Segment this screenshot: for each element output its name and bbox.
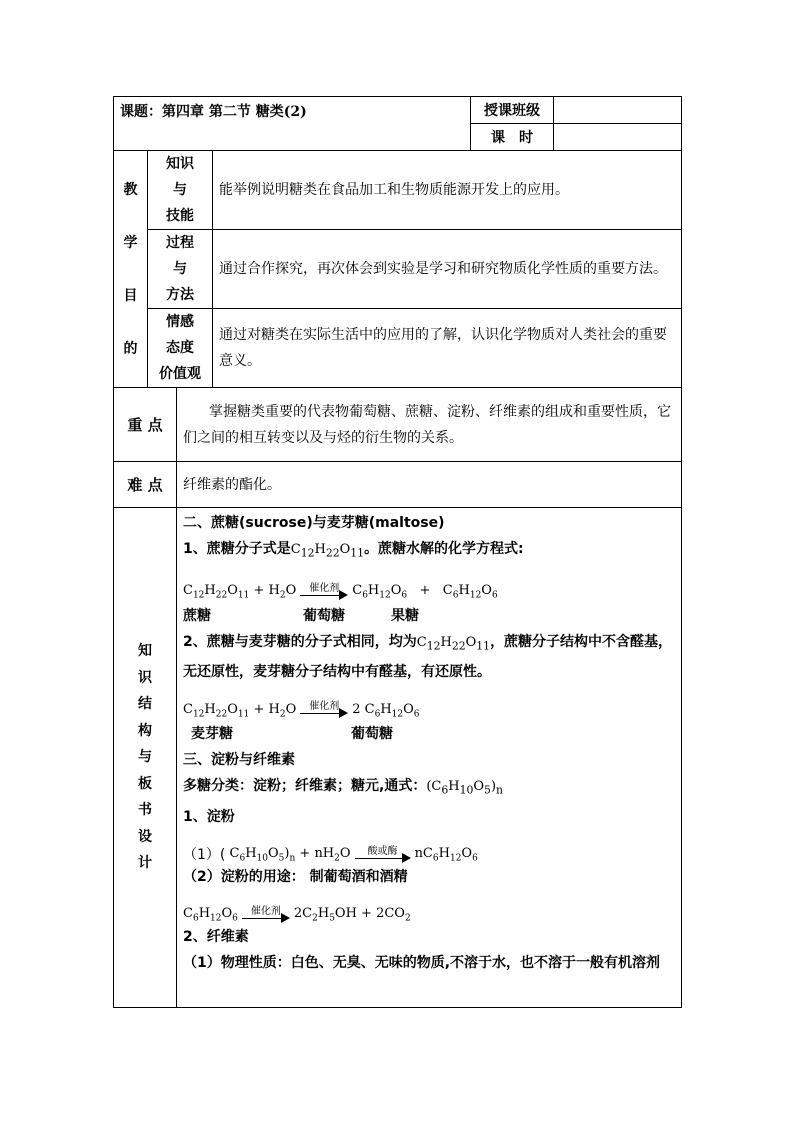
section-heading-sucrose: 二、蔗糖(sucrose)与麦芽糖(maltose) [183, 515, 445, 531]
knowledge-content [177, 508, 682, 1008]
cellulose-title: 2、纤维素 [183, 928, 249, 945]
sucrose-formula-line: 1、蔗糖分子式是$C_{12}H_{22}O_{11}$。蔗糖水解的化学方程式: [183, 541, 524, 560]
section-heading-starch: 三、淀粉与纤维素 [183, 752, 295, 769]
sucrose-hydrolysis-equation: $C_{12}H_{22}O_{11} + H_2O$ 催化剂 $C_6H_{12}O_6 + C_6H_{12}O_6$ [183, 567, 675, 601]
difficult-points-text: 纤维素的酯化。 [177, 462, 682, 508]
reaction-arrow: 催化剂 [300, 697, 348, 719]
cellulose-property: （1）物理性质：白色、无臭、无味的物质,不溶于水，也不溶于一般有机溶剂 [183, 954, 661, 971]
lesson-title: 课题：第四章 第二节 糖类(2) [114, 97, 471, 151]
starch-title: 1、淀粉 [183, 808, 235, 825]
reaction-arrow: 酸或酶 [355, 842, 411, 864]
period-label: 课 时 [471, 124, 554, 151]
maltose-paragraph: 2、蔗糖与麦芽糖的分子式相同，均为$C_{12}H_{22}O_{11}$，蔗糖分子结构中不含醛基，无还原性，麦芽糖分子结构中有醛基，有还原性。 [183, 633, 673, 681]
lesson-plan-table [113, 96, 682, 1008]
starch-uses: （2）淀粉的用途： 制葡萄酒和酒精 [183, 868, 408, 885]
maltose-hydrolysis-equation: $C_{12}H_{22}O_{11} + H_2O$ 催化剂 2 $C_6H_{12}O_6$ [183, 685, 675, 719]
class-label: 授课班级 [471, 97, 554, 124]
objective-text-attitude: 通过对糖类在实际生活中的应用的了解，认识化学物质对人类社会的重要意义。 [213, 309, 682, 388]
reaction-arrow: 催化剂 [242, 902, 290, 924]
objective-text-knowledge: 能举例说明糖类在食品加工和生物质能源开发上的应用。 [213, 151, 682, 230]
fermentation-equation: $C_6H_{12}O_6$ 催化剂 $2C_2H_5OH + 2CO_2$ [183, 890, 675, 924]
knowledge-side-label: 知 识 结 构 与 板 书 设 计 [114, 508, 177, 1008]
difficult-points-label: 难 点 [114, 462, 177, 508]
sucrose-product-names: 蔗糖 葡萄糖 果糖 [183, 607, 419, 624]
objective-label-attitude: 情感 态度 价值观 [148, 309, 213, 388]
class-value [554, 97, 682, 124]
reaction-arrow: 催化剂 [300, 579, 348, 601]
objective-label-process: 过程 与 方法 [148, 230, 213, 309]
key-points-text: 掌握糖类重要的代表物葡萄糖、蔗糖、淀粉、纤维素的组成和重要性质，它们之间的相互转变以及与烃的衍生物的关系。 [177, 388, 682, 462]
polysaccharide-line: 多糖分类：淀粉；纤维素；糖元,通式：$(C_6H_{10}O_5)_n$ [183, 778, 503, 797]
objectives-side-label: 教 学 目 的 [114, 151, 148, 388]
objective-label-knowledge: 知识 与 技能 [148, 151, 213, 230]
period-value [554, 124, 682, 151]
starch-hydrolysis-equation: （1）( $C_6H_{10}O_5)_n + nH_2O$ 酸或酶 $nC_6H_{12}O_6$ [183, 830, 675, 864]
key-points-label: 重 点 [114, 388, 177, 462]
maltose-product-names: 麦芽糖 葡萄糖 [191, 726, 393, 743]
objective-text-process: 通过合作探究，再次体会到实验是学习和研究物质化学性质的重要方法。 [213, 230, 682, 309]
